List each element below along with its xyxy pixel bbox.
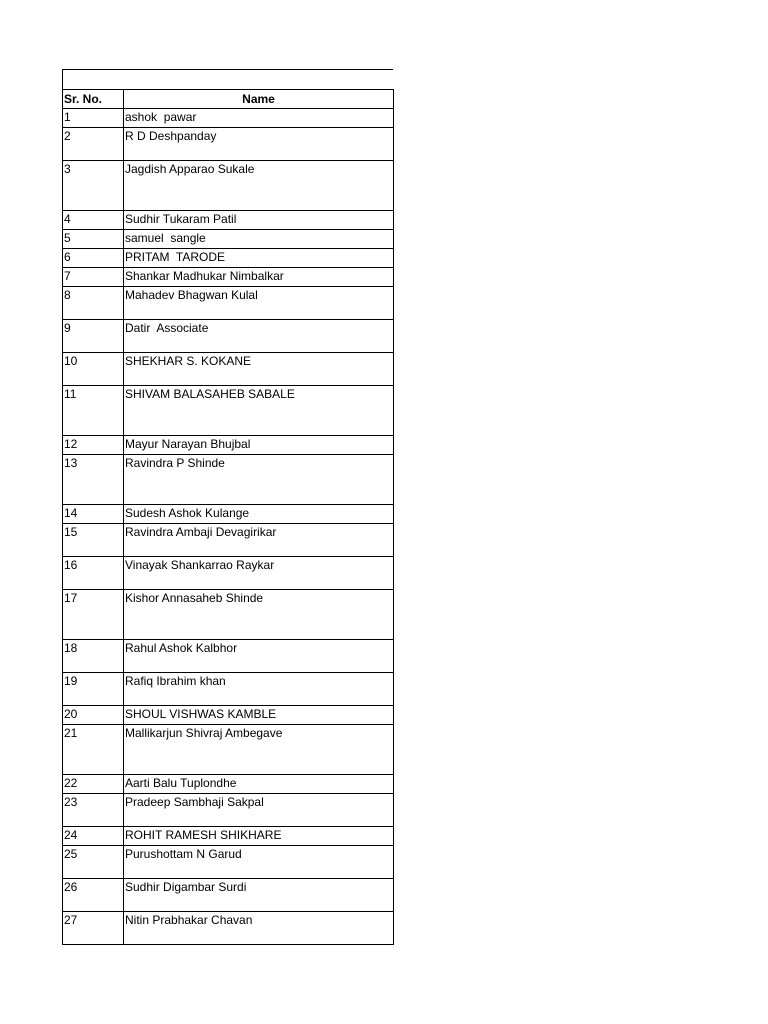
header-row (63, 90, 394, 109)
cell-name[interactable]: Jagdish Apparao Sukale (124, 161, 394, 211)
table-row (63, 161, 394, 211)
cell-sr-no[interactable]: 25 (63, 846, 124, 879)
table-row (63, 109, 394, 128)
cell-name[interactable]: Ravindra Ambaji Devagirikar (124, 524, 394, 557)
table-row (63, 320, 394, 353)
table-row (63, 211, 394, 230)
cell-sr-no[interactable]: 15 (63, 524, 124, 557)
cell-name[interactable]: Sudhir Digambar Surdi (124, 879, 394, 912)
cell-name[interactable]: Mahadev Bhagwan Kulal (124, 287, 394, 320)
table-row (63, 128, 394, 161)
cell-name[interactable]: Rafiq Ibrahim khan (124, 673, 394, 706)
table-row (63, 673, 394, 706)
cell-name[interactable]: Rahul Ashok Kalbhor (124, 640, 394, 673)
cell-sr-no[interactable]: 4 (63, 211, 124, 230)
column-header-sr-no[interactable]: Sr. No. (63, 90, 124, 109)
table-row (63, 846, 394, 879)
cell-sr-no[interactable]: 18 (63, 640, 124, 673)
column-header-name[interactable]: Name (124, 90, 394, 109)
table-row (63, 230, 394, 249)
cell-name[interactable]: samuel sangle (124, 230, 394, 249)
table-row (63, 557, 394, 590)
cell-sr-no[interactable]: 24 (63, 827, 124, 846)
table-row (63, 775, 394, 794)
cell-sr-no[interactable]: 21 (63, 725, 124, 775)
cell-name[interactable]: Pradeep Sambhaji Sakpal (124, 794, 394, 827)
cell-name[interactable]: Mayur Narayan Bhujbal (124, 436, 394, 455)
table-row (63, 249, 394, 268)
cell-sr-no[interactable]: 12 (63, 436, 124, 455)
cell-sr-no[interactable]: 19 (63, 673, 124, 706)
cell-sr-no[interactable]: 2 (63, 128, 124, 161)
table-row (63, 640, 394, 673)
cell-sr-no[interactable]: 11 (63, 386, 124, 436)
cell-name[interactable]: Ravindra P Shinde (124, 455, 394, 505)
cell-name[interactable]: Vinayak Shankarrao Raykar (124, 557, 394, 590)
cell-sr-no[interactable]: 22 (63, 775, 124, 794)
cell-name[interactable]: Sudhir Tukaram Patil (124, 211, 394, 230)
cell-name[interactable]: Purushottam N Garud (124, 846, 394, 879)
cell-sr-no[interactable]: 13 (63, 455, 124, 505)
names-table (62, 89, 394, 945)
cell-name[interactable]: Mallikarjun Shivraj Ambegave (124, 725, 394, 775)
cell-sr-no[interactable]: 5 (63, 230, 124, 249)
table-row (63, 436, 394, 455)
cell-name[interactable]: PRITAM TARODE (124, 249, 394, 268)
table-row (63, 879, 394, 912)
table-row (63, 353, 394, 386)
cell-name[interactable]: Datir Associate (124, 320, 394, 353)
cell-sr-no[interactable]: 23 (63, 794, 124, 827)
cell-name[interactable]: SHOUL VISHWAS KAMBLE (124, 706, 394, 725)
cell-name[interactable]: SHIVAM BALASAHEB SABALE (124, 386, 394, 436)
cell-sr-no[interactable]: 20 (63, 706, 124, 725)
cell-sr-no[interactable]: 26 (63, 879, 124, 912)
cell-name[interactable]: SHEKHAR S. KOKANE (124, 353, 394, 386)
table-row (63, 590, 394, 640)
table-row (63, 386, 394, 436)
cell-sr-no[interactable]: 8 (63, 287, 124, 320)
cell-name[interactable]: Sudesh Ashok Kulange (124, 505, 394, 524)
table-row (63, 725, 394, 775)
cell-sr-no[interactable]: 6 (63, 249, 124, 268)
table-row (63, 455, 394, 505)
cell-name[interactable]: Aarti Balu Tuplondhe (124, 775, 394, 794)
cell-sr-no[interactable]: 10 (63, 353, 124, 386)
spreadsheet-area (62, 69, 393, 945)
cell-name[interactable]: Nitin Prabhakar Chavan (124, 912, 394, 945)
table-row (63, 524, 394, 557)
cell-sr-no[interactable]: 27 (63, 912, 124, 945)
table-row (63, 268, 394, 287)
cell-sr-no[interactable]: 17 (63, 590, 124, 640)
table-row (63, 287, 394, 320)
blank-title-row (62, 69, 393, 89)
cell-sr-no[interactable]: 9 (63, 320, 124, 353)
table-row (63, 706, 394, 725)
cell-name[interactable]: Kishor Annasaheb Shinde (124, 590, 394, 640)
table-row (63, 794, 394, 827)
cell-name[interactable]: ROHIT RAMESH SHIKHARE (124, 827, 394, 846)
cell-sr-no[interactable]: 3 (63, 161, 124, 211)
cell-name[interactable]: R D Deshpanday (124, 128, 394, 161)
cell-name[interactable]: ashok pawar (124, 109, 394, 128)
cell-sr-no[interactable]: 1 (63, 109, 124, 128)
cell-sr-no[interactable]: 7 (63, 268, 124, 287)
table-row (63, 505, 394, 524)
table-row (63, 827, 394, 846)
cell-sr-no[interactable]: 16 (63, 557, 124, 590)
table-body (63, 109, 394, 945)
table-row (63, 912, 394, 945)
cell-sr-no[interactable]: 14 (63, 505, 124, 524)
cell-name[interactable]: Shankar Madhukar Nimbalkar (124, 268, 394, 287)
